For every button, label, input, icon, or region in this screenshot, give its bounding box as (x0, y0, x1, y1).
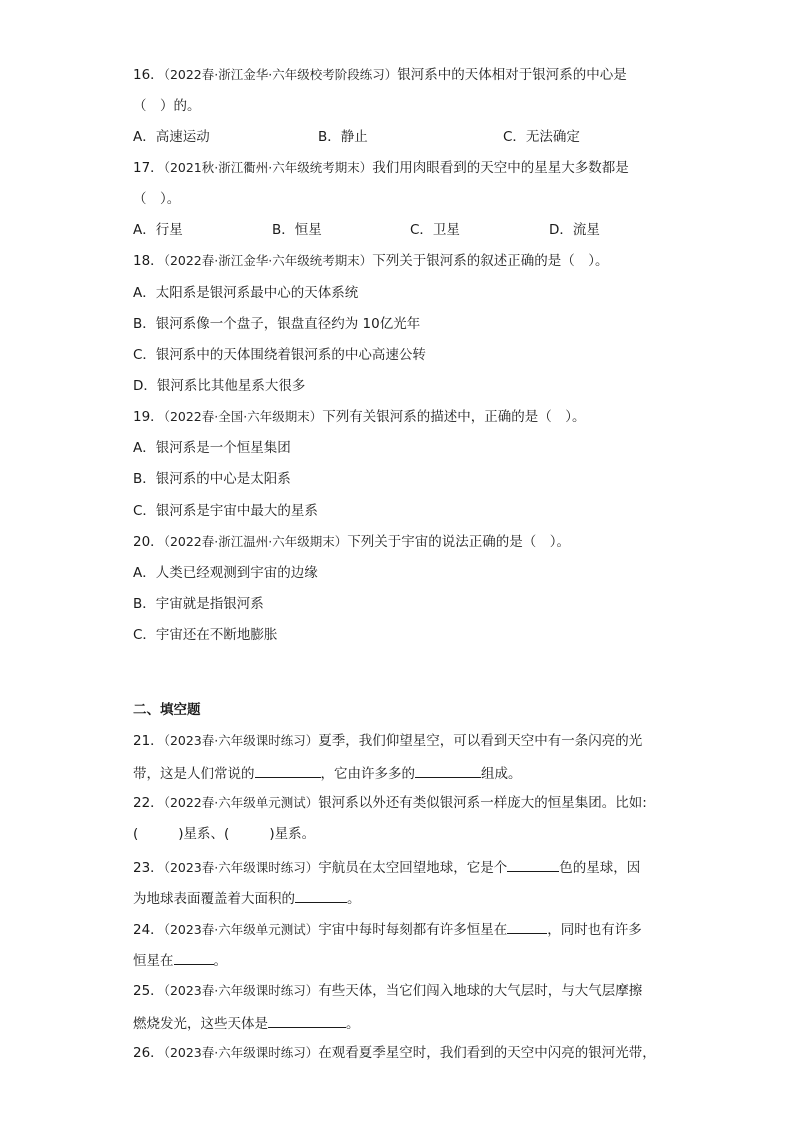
question-source: （2022春·浙江金华·六年级统考期末） (163, 253, 373, 268)
option-a: A．人类已经观测到宇宙的边缘 (133, 565, 318, 581)
question-source: （2022春·六年级单元测试） (163, 795, 319, 810)
question-stem: 下列关于银河系的叙述正确的是（ ）。 (372, 253, 609, 269)
question-19 (133, 407, 585, 427)
question-number: 22． (133, 795, 164, 811)
option-d: D．流星 (549, 222, 600, 238)
option-a: A．高速运动 (133, 129, 210, 145)
text-segment: 带，这是人们常说的 (133, 766, 255, 782)
text-segment: 。 (347, 891, 361, 907)
question-stem: 有些天体，当它们闯入地球的大气层时，与大气层摩擦 (318, 983, 643, 999)
text-segment: 宇宙中每时每刻都有许多恒星在 (318, 922, 508, 938)
answer-blank[interactable] (415, 762, 481, 778)
answer-blank[interactable] (507, 856, 559, 872)
answer-blank[interactable] (507, 918, 547, 934)
question-source: （2022春·浙江金华·六年级校考阶段练习） (163, 67, 398, 82)
question-stem: 在观看夏季星空时，我们看到的天空中闪亮的银河光带， (318, 1045, 656, 1061)
answer-blank[interactable] (255, 762, 321, 778)
text-segment: 。 (346, 1016, 360, 1032)
option-c: C．无法确定 (503, 129, 580, 145)
question-20 (133, 532, 570, 552)
question-number: 16． (133, 67, 164, 83)
question-stem: 银河系以外还有类似银河系一样庞大的恒星集团。比如: (318, 795, 647, 811)
question-17-stem-cont: （ ）。 (133, 191, 181, 207)
question-22-cont (133, 824, 315, 844)
text-segment: 组成。 (481, 766, 522, 782)
question-number: 25． (133, 983, 164, 999)
section-title: 二、填空题 (133, 702, 201, 718)
option-c: C．银河系中的天体围绕着银河系的中心高速公转 (133, 347, 426, 363)
question-number: 24． (133, 922, 164, 938)
option-b: B．恒星 (272, 222, 322, 238)
option-b: B．宇宙就是指银河系 (133, 596, 264, 612)
question-17 (133, 158, 629, 178)
question-source: （2023春·六年级课时练习） (163, 1045, 319, 1060)
answer-blank[interactable] (174, 949, 214, 965)
option-b: B．静止 (318, 129, 368, 145)
question-23-cont (133, 887, 361, 907)
question-25-cont (133, 1012, 360, 1032)
text-segment: 为地球表面覆盖着大面积的 (133, 891, 295, 907)
text-segment: ，它由许多多的 (320, 766, 415, 782)
question-number: 26． (133, 1045, 164, 1061)
question-stem: 夏季，我们仰望星空，可以看到天空中有一条闪亮的光 (318, 733, 643, 749)
option-a: A．行星 (133, 222, 183, 238)
question-22 (133, 793, 647, 813)
option-c: C．银河系是宇宙中最大的星系 (133, 503, 318, 519)
question-18 (133, 251, 608, 271)
text-segment: 燃烧发光，这些天体是 (133, 1016, 268, 1032)
question-21 (133, 731, 642, 751)
question-stem: 下列有关银河系的描述中，正确的是（ ）。 (322, 409, 586, 425)
text-segment: ( (133, 826, 139, 842)
option-b: B．银河系的中心是太阳系 (133, 471, 291, 487)
answer-blank[interactable] (268, 1012, 346, 1028)
question-number: 19． (133, 409, 164, 425)
text-segment: )星系、( (178, 826, 230, 842)
question-source: （2022春·全国·六年级期末） (163, 409, 323, 424)
text-segment: 色的星球，因 (559, 860, 641, 876)
question-source: （2022春·浙江温州·六年级期末） (163, 534, 348, 549)
question-number: 23． (133, 860, 164, 876)
text-segment: 。 (213, 953, 227, 969)
question-source: （2023春·六年级课时练习） (163, 860, 319, 875)
text-segment: )星系。 (269, 826, 316, 842)
option-a: A．银河系是一个恒星集团 (133, 440, 291, 456)
question-stem: 下列关于宇宙的说法正确的是（ ）。 (347, 534, 570, 550)
text-segment: 恒星在 (133, 953, 174, 969)
question-26 (133, 1043, 656, 1063)
option-a: A．太阳系是银河系最中心的天体系统 (133, 285, 359, 301)
question-23 (133, 856, 640, 876)
question-number: 18． (133, 253, 164, 269)
question-24 (133, 918, 642, 938)
question-number: 17． (133, 160, 164, 176)
option-c: C．宇宙还在不断地膨胀 (133, 627, 278, 643)
question-21-cont (133, 762, 522, 782)
question-source: （2023春·六年级单元测试） (163, 922, 319, 937)
option-d: D．银河系比其他星系大很多 (133, 378, 306, 394)
question-source: （2023春·六年级课时练习） (163, 983, 319, 998)
question-number: 21． (133, 733, 164, 749)
option-c: C．卫星 (410, 222, 460, 238)
question-24-cont (133, 949, 227, 969)
question-25 (133, 981, 642, 1001)
question-source: （2023春·六年级课时练习） (163, 733, 319, 748)
option-b: B．银河系像一个盘子，银盘直径约为 10亿光年 (133, 316, 421, 332)
question-stem: 我们用肉眼看到的天空中的星星大多数都是 (372, 160, 629, 176)
question-16-stem-cont: （ ）的。 (133, 98, 201, 114)
question-number: 20． (133, 534, 164, 550)
question-source: （2021秋·浙江衢州·六年级统考期末） (163, 160, 373, 175)
question-stem: 银河系中的天体相对于银河系的中心是 (397, 67, 627, 83)
text-segment: 宇航员在太空回望地球，它是个 (318, 860, 508, 876)
answer-blank[interactable] (295, 887, 347, 903)
text-segment: ，同时也有许多 (547, 922, 642, 938)
question-16 (133, 65, 627, 85)
